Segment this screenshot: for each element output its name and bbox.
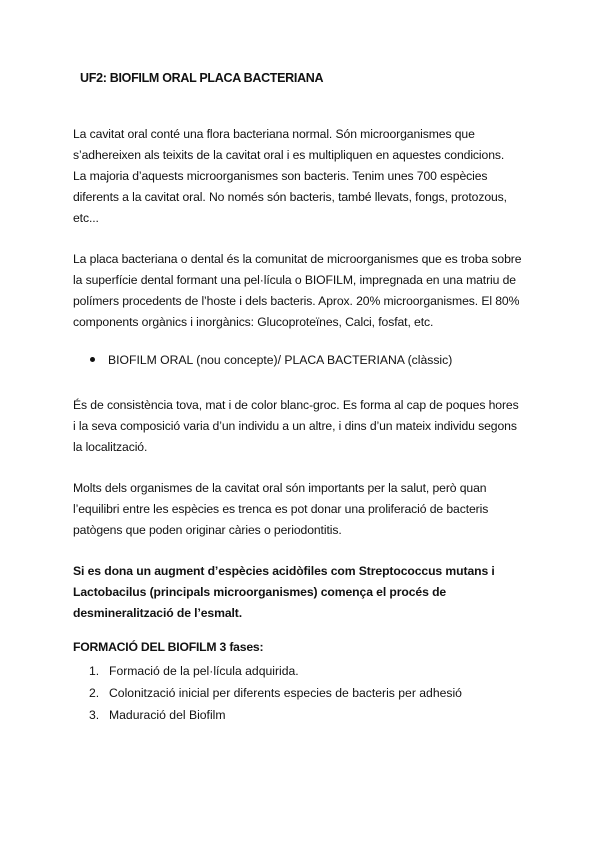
formation-heading: FORMACIÓ DEL BIOFILM 3 fases: [73, 640, 264, 654]
paragraph-line: diferents a la cavitat oral. No només són bacteris, també llevats, fongs, protozous, [73, 190, 507, 204]
list-number: 3. [89, 708, 100, 722]
paragraph-line: patògens que poden originar càries o periodontitis. [73, 523, 342, 537]
paragraph-demineralization [73, 561, 533, 624]
paragraph-line: etc... [73, 211, 99, 225]
paragraph-consistency [73, 395, 533, 458]
bullet-dot-icon [90, 357, 95, 362]
paragraph-line: Molts dels organismes de la cavitat oral són importants per la salut, però quan [73, 481, 487, 495]
paragraph-line: components orgànics i inorgànics: Glucoproteïnes, Calci, fosfat, etc. [73, 315, 434, 329]
list-number: 1. [89, 664, 100, 678]
paragraph-intro [73, 124, 533, 229]
document-title: UF2: BIOFILM ORAL PLACA BACTERIANA [80, 71, 324, 85]
paragraph-line: La cavitat oral conté una flora bacteriana normal. Són microorganismes que [73, 127, 475, 141]
list-text: Colonització inicial per diferents especies de bacteris per adhesió [109, 686, 462, 700]
paragraph-line: La majoria d’aquests microorganismes son bacteris. Tenim unes 700 espècies [73, 169, 488, 183]
paragraph-health [73, 478, 533, 541]
paragraph-line: s’adhereixen als teixits de la cavitat oral i es multipliquen en aquestes condicions. [73, 148, 505, 162]
paragraph-line: Lactobacilus (principals microorganismes) comença el procés de [73, 585, 447, 599]
bullet-text: BIOFILM ORAL (nou concepte)/ PLACA BACTERIANA (clàssic) [108, 353, 453, 367]
list-item [89, 663, 462, 685]
paragraph-placa-definition [73, 249, 533, 333]
paragraph-line: Si es dona un augment d’espècies acidòfiles com Streptococcus mutans i [73, 564, 495, 578]
list-number: 2. [89, 686, 100, 700]
list-item [89, 707, 462, 729]
paragraph-line: La placa bacteriana o dental és la comunitat de microorganismes que es troba sobre [73, 252, 522, 266]
paragraph-line: i la seva composició varia d’un individu a un altre, i dins d’un mateix individu segons [73, 419, 517, 433]
list-text: Maduració del Biofilm [109, 708, 226, 722]
paragraph-line: desmineralització de l’esmalt. [73, 606, 243, 620]
paragraph-line: l’equilibri entre les espècies es trenca es pot donar una proliferació de bacteris [73, 502, 489, 516]
paragraph-line: la superfície dental formant una pel·lícula o BIOFILM, impregnada en una matriu de [73, 273, 516, 287]
list-item [89, 685, 462, 707]
list-text: Formació de la pel·lícula adquirida. [109, 664, 299, 678]
paragraph-line: polímers procedents de l’hoste i dels bacteris. Aprox. 20% microorganismes. El 80% [73, 294, 520, 308]
paragraph-line: la localització. [73, 440, 148, 454]
bullet-item [90, 352, 452, 368]
formation-list [89, 663, 462, 729]
paragraph-line: És de consistència tova, mat i de color blanc-groc. Es forma al cap de poques hores [73, 398, 519, 412]
